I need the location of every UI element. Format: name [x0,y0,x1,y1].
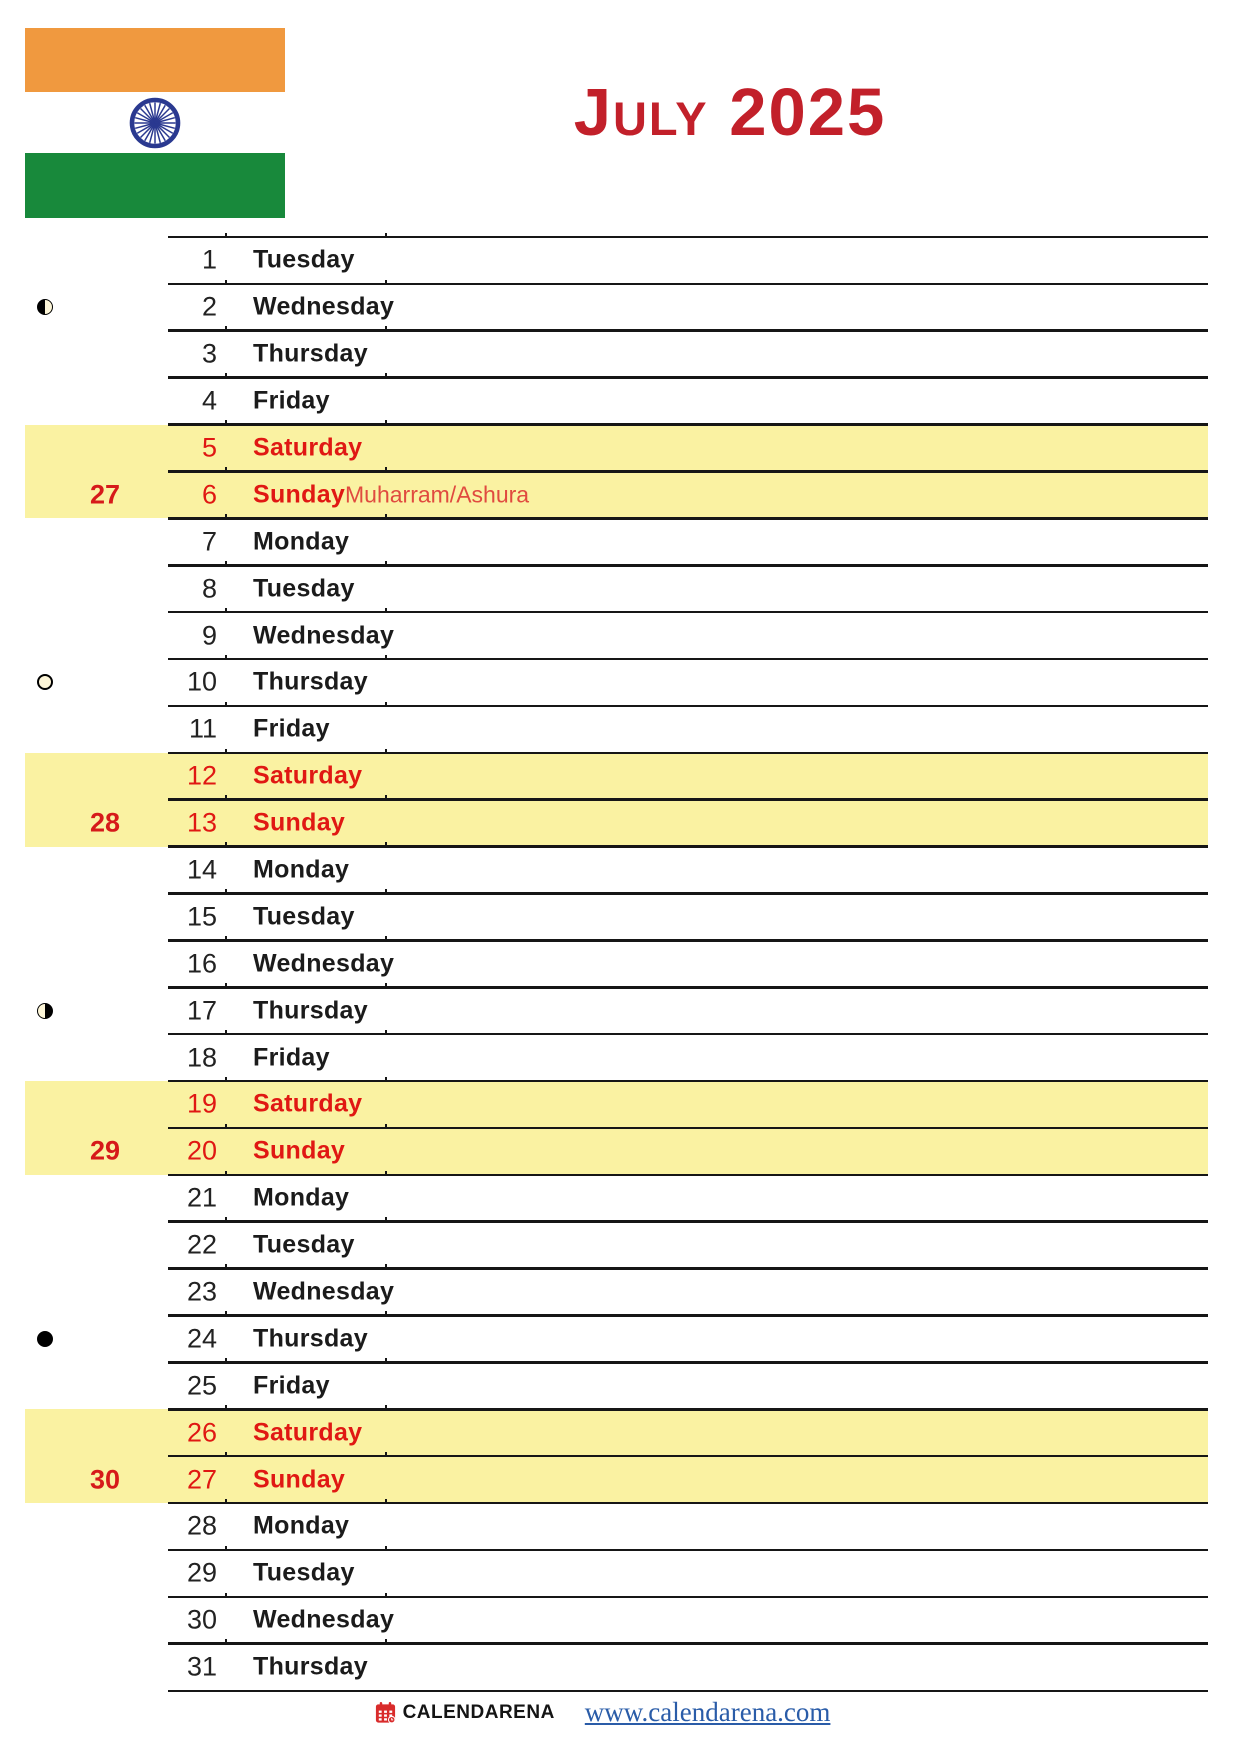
full-moon-icon [37,674,53,690]
weekday-label: Sunday [253,808,346,837]
brand [374,1701,555,1724]
weekday-label: Tuesday [253,574,355,603]
row-divider-line [168,1314,1208,1317]
calendar-row-29 [0,1550,1240,1597]
row-divider-line [168,1361,1208,1364]
calendar-row-25 [0,1362,1240,1409]
day-number: 18 [186,1042,217,1073]
weekday-label: Friday [253,1043,330,1072]
day-number: 19 [186,1088,217,1119]
weekday-label: Tuesday [253,902,355,931]
flag-green-stripe [25,153,285,218]
weekday-label: Tuesday [253,1558,355,1587]
row-divider-line [168,752,1208,755]
row-divider-line [168,376,1208,379]
day-number: 13 [186,807,217,838]
row-divider-line [168,1267,1208,1270]
calendar-row-4 [0,378,1240,425]
row-divider-line [168,611,1208,614]
weekday-label: Sunday [253,1136,346,1165]
row-divider-line [168,939,1208,942]
calendar-row-24 [0,1315,1240,1362]
week-number: 29 [89,1135,120,1166]
day-number: 16 [186,948,217,979]
row-divider-line [168,1033,1208,1036]
weekday-label: Tuesday [253,1230,355,1259]
calendar-row-28 [0,1503,1240,1550]
weekday-label: Tuesday [253,245,355,274]
weekday-label: Wednesday [253,1277,395,1306]
day-number: 10 [186,666,217,697]
calendar-row-30 [0,1597,1240,1644]
last-quarter-icon [37,1003,53,1019]
calendar-row-14 [0,847,1240,894]
calendar-row-23 [0,1269,1240,1316]
weekday-label: Friday [253,1371,330,1400]
row-divider-line [168,1408,1208,1411]
calendar-row-7 [0,518,1240,565]
week-number: 28 [89,807,120,838]
row-divider-line [168,236,1208,239]
calendar-row-11 [0,706,1240,753]
day-number: 11 [188,713,217,744]
row-divider-line [168,517,1208,520]
weekday-label: Saturday [253,1418,363,1447]
row-divider-line [168,1502,1208,1505]
row-divider-line [168,798,1208,801]
calendar-row-6 [0,471,1240,518]
day-number: 6 [201,479,217,510]
week-number: 30 [89,1464,120,1495]
day-number: 25 [186,1370,217,1401]
flag-white-stripe [25,92,285,153]
weekday-label: Wednesday [253,949,395,978]
weekday-label: Saturday [253,1089,363,1118]
row-divider-line [168,423,1208,426]
day-number: 26 [186,1417,217,1448]
calendar-row-31 [0,1644,1240,1691]
row-divider-line [168,845,1208,848]
calendar-row-17 [0,987,1240,1034]
calendar-row-15 [0,893,1240,940]
flag-saffron-stripe [25,28,285,92]
week-number: 27 [89,479,120,510]
day-number: 15 [186,901,217,932]
row-divider-line [168,470,1208,473]
website-link[interactable]: www.calendarena.com [584,1697,831,1727]
table-bottom-line [168,1690,1208,1693]
footer [0,1697,1240,1728]
row-divider-line [168,1549,1208,1552]
day-number: 30 [186,1604,217,1635]
weekday-label: Saturday [253,761,363,790]
calendar-row-27 [0,1456,1240,1503]
calendar-row-2 [0,284,1240,331]
calendar-row-1 [0,237,1240,284]
calendar-row-18 [0,1034,1240,1081]
calendar-row-10 [0,659,1240,706]
day-number: 7 [201,526,217,557]
page-title: July 2025 [573,75,887,150]
weekday-label: Thursday [253,339,368,368]
calendar-row-5 [0,425,1240,472]
calendar-table [0,237,1240,1691]
weekday-label: Monday [253,527,350,556]
weekday-label: Thursday [253,667,368,696]
row-divider-line [168,564,1208,567]
calendar-row-9 [0,612,1240,659]
calendar-row-26 [0,1409,1240,1456]
india-flag [25,28,285,218]
weekday-label: Wednesday [253,621,395,650]
weekday-label: Monday [253,1511,350,1540]
holiday-label: Muharram/Ashura [345,481,530,508]
row-divider-line [168,283,1208,286]
calendar-row-21 [0,1175,1240,1222]
day-number: 21 [186,1182,217,1213]
row-divider-line [168,986,1208,989]
day-number: 29 [186,1557,217,1588]
day-number: 5 [201,432,217,463]
new-moon-icon [37,1331,53,1347]
weekday-label: Sunday [253,1465,346,1494]
calendar-row-16 [0,940,1240,987]
row-divider-line [168,892,1208,895]
weekday-label: Monday [253,855,350,884]
day-number: 23 [186,1276,217,1307]
weekday-label: Monday [253,1183,350,1212]
weekday-label: Friday [253,714,330,743]
day-number: 22 [186,1229,217,1260]
row-divider-line [168,1596,1208,1599]
day-number: 9 [201,620,217,651]
ashoka-chakra-icon [128,96,182,150]
row-divider-line [168,1080,1208,1083]
weekday-label: Thursday [253,1652,368,1681]
weekday-label: Thursday [253,996,368,1025]
weekday-label: Sunday [253,480,346,509]
day-number: 27 [186,1464,217,1495]
day-number: 17 [186,995,217,1026]
calendar-row-22 [0,1222,1240,1269]
calendar-rows [0,237,1240,1691]
row-divider-line [168,329,1208,332]
row-divider-line [168,1642,1208,1645]
brand-name: CALENDARENA [402,1701,555,1723]
day-number: 31 [186,1651,217,1682]
row-divider-line [168,705,1208,708]
calendar-row-12 [0,753,1240,800]
row-divider-line [168,1455,1208,1458]
day-number: 20 [186,1135,217,1166]
day-number: 8 [201,573,217,604]
weekday-label: Wednesday [253,1605,395,1634]
weekday-label: Saturday [253,433,363,462]
calendar-row-20 [0,1128,1240,1175]
row-divider-line [168,1220,1208,1223]
day-number: 28 [186,1510,217,1541]
weekday-label: Friday [253,386,330,415]
first-quarter-icon [37,299,53,315]
day-number: 24 [186,1323,217,1354]
calendar-row-8 [0,565,1240,612]
row-divider-line [168,658,1208,661]
day-number: 3 [201,338,217,369]
row-divider-line [168,1127,1208,1130]
calendar-icon [374,1701,397,1724]
day-number: 12 [186,760,217,791]
day-number: 4 [201,385,217,416]
day-number: 1 [201,244,217,275]
weekday-label: Thursday [253,1324,368,1353]
calendar-row-19 [0,1081,1240,1128]
calendar-row-3 [0,331,1240,378]
day-number: 2 [201,291,217,322]
row-divider-line [168,1174,1208,1177]
calendar-row-13 [0,800,1240,847]
day-number: 14 [186,854,217,885]
weekday-label: Wednesday [253,292,395,321]
